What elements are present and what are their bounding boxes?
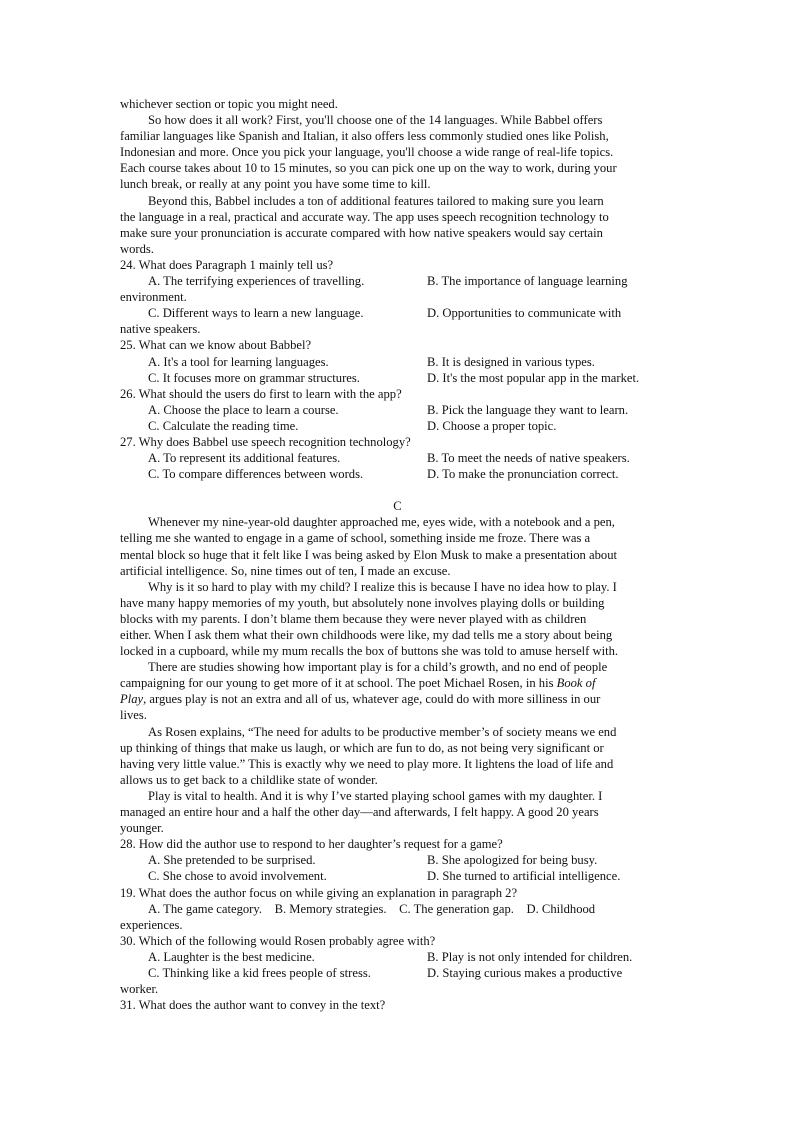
passage-c-line: Why is it so hard to play with my child? I realize this is because I have no idea how to play. I [148, 579, 617, 594]
question-stem: 30. Which of the following would Rosen probably agree with? [120, 933, 436, 948]
passage-c-line: up thinking of things that make us laugh, or which are fun to do, as not being very significant or [120, 740, 604, 755]
passage-b-line: the language in a real, practical and accurate way. The app uses speech recognition technology to [120, 209, 609, 224]
option-b: B. To meet the needs of native speakers. [427, 451, 630, 466]
option-d: D. Choose a proper topic. [427, 418, 557, 433]
option-b: B. Pick the language they want to learn. [427, 402, 629, 417]
passage-c-line: telling me she wanted to engage in a game of school, something inside me froze. There was a [120, 531, 591, 546]
passage-b-line: familiar languages like Spanish and Italian, it also offers less commonly studied ones like Polish, [120, 129, 609, 144]
option-c: C. Calculate the reading time. [148, 418, 299, 433]
passage-c-line: allows us to get back to a childlike state of wonder. [120, 772, 378, 787]
passage-c-line: managed an entire hour and a half the other day—and afterwards, I felt happy. A good 20 years [120, 805, 599, 820]
book-title: Book of [556, 676, 596, 691]
passage-text: campaigning for our young to get more of it at school. The poet Michael Rosen, in his [120, 676, 557, 691]
option-continuation: native speakers. [120, 322, 201, 337]
passage-b-line: make sure your pronunciation is accurate compared with how native speakers would say certain [120, 225, 603, 240]
question-stem: 31. What does the author want to convey in the text? [120, 998, 386, 1013]
question-stem: 25. What can we know about Babbel? [120, 338, 312, 353]
option-continuation: worker. [120, 982, 159, 997]
option-c: C. It focuses more on grammar structures. [148, 370, 360, 385]
option-d: D. She turned to artificial intelligence. [427, 869, 621, 884]
passage-c-line: having very little value.” This is exactly why we need to play more. It lightens the load of life and [120, 756, 614, 771]
question-stem: 27. Why does Babbel use speech recognition technology? [120, 434, 411, 449]
option-a: A. It's a tool for learning languages. [148, 354, 329, 369]
option-c: C. To compare differences between words. [148, 467, 364, 482]
option-row [120, 402, 675, 418]
option-d: D. To make the pronunciation correct. [427, 467, 619, 482]
book-title: Play [120, 692, 144, 707]
option-b: B. Play is not only intended for children. [427, 949, 633, 964]
option-row [120, 852, 675, 868]
option-a: A. Laughter is the best medicine. [148, 949, 315, 964]
option-a: A. She pretended to be surprised. [148, 853, 316, 868]
passage-c-line: As Rosen explains, “The need for adults to be productive member’s of society means we end [148, 724, 617, 739]
passage-c-line: lives. [120, 708, 147, 723]
passage-c-line [120, 691, 675, 707]
passage-c-line: younger. [120, 821, 164, 836]
passage-b-line: Indonesian and more. Once you pick your language, you'll choose a wide range of real-life topics. [120, 145, 614, 160]
passage-c-line: There are studies showing how important play is for a child’s growth, and no end of people [148, 660, 608, 675]
option-row [120, 273, 675, 289]
passage-c-line: blocks with my parents. I don’t blame them because they were never played with as children [120, 611, 587, 626]
passage-c-line: Whenever my nine-year-old daughter approached me, eyes wide, with a notebook and a pen, [148, 515, 615, 530]
document-page [120, 96, 675, 1013]
passage-c-line: have many happy memories of my youth, but absolutely none involves playing dolls or building [120, 595, 605, 610]
option-continuation: experiences. [120, 917, 183, 932]
option-row [120, 466, 675, 482]
passage-c-line: locked in a cupboard, while my mum recalls the box of buttons she was told to amuse herself with. [120, 644, 619, 659]
passage-b-line: So how does it all work? First, you'll choose one of the 14 languages. While Babbel offers [148, 113, 603, 128]
passage-c-line: artificial intelligence. So, nine times out of ten, I made an excuse. [120, 563, 451, 578]
option-c: C. Different ways to learn a new language. [148, 306, 364, 321]
option-c: C. Thinking like a kid frees people of stress. [148, 965, 371, 980]
question-stem: 24. What does Paragraph 1 mainly tell us? [120, 257, 334, 272]
option-c: C. She chose to avoid involvement. [148, 869, 327, 884]
option-row [120, 868, 675, 884]
option-d: D. Staying curious makes a productive [427, 965, 623, 980]
option-row [120, 354, 675, 370]
passage-c-line: either. When I ask them what their own childhoods were like, my dad tells me a story about being [120, 628, 613, 642]
option-b: B. The importance of language learning [427, 274, 628, 289]
passage-c-line: Play is vital to health. And it is why I’ve started playing school games with my daughter. I [148, 788, 603, 803]
option-row [120, 418, 675, 434]
option-a: A. The terrifying experiences of travelling. [148, 274, 365, 289]
option-continuation: environment. [120, 290, 187, 305]
option-d: D. Opportunities to communicate with [427, 306, 622, 321]
passage-c-line [120, 675, 675, 691]
option-a: A. Choose the place to learn a course. [148, 402, 339, 417]
option-row [120, 370, 675, 386]
option-b: B. It is designed in various types. [427, 354, 595, 369]
option-row: A. The game category. B. Memory strategies. C. The generation gap. D. Childhood [148, 901, 596, 916]
passage-text: , argues play is not an extra and all of us, whatever age, could do with more silliness in our [143, 692, 601, 707]
passage-b-line: Beyond this, Babbel includes a ton of additional features tailored to making sure you learn [148, 193, 604, 208]
section-heading: C [393, 499, 402, 514]
passage-b-line: words. [120, 241, 154, 256]
question-stem: 26. What should the users do first to learn with the app? [120, 386, 402, 401]
option-row [120, 949, 675, 965]
question-stem: 19. What does the author focus on while giving an explanation in paragraph 2? [120, 885, 518, 900]
passage-b-line: lunch break, or really at any point you have some time to kill. [120, 177, 431, 192]
option-row [120, 965, 675, 981]
passage-b-line: Each course takes about 10 to 15 minutes, so you can pick one up on the way to work, during your [120, 161, 617, 176]
passage-b-line: whichever section or topic you might need. [120, 97, 338, 111]
passage-c-line: mental block so huge that it felt like I was being asked by Elon Musk to make a presentation about [120, 547, 617, 562]
option-d: D. It's the most popular app in the market. [427, 370, 640, 385]
option-row [120, 450, 675, 466]
option-a: A. To represent its additional features. [148, 451, 341, 466]
option-row [120, 305, 675, 321]
question-stem: 28. How did the author use to respond to her daughter’s request for a game? [120, 837, 503, 852]
option-b: B. She apologized for being busy. [427, 853, 598, 868]
